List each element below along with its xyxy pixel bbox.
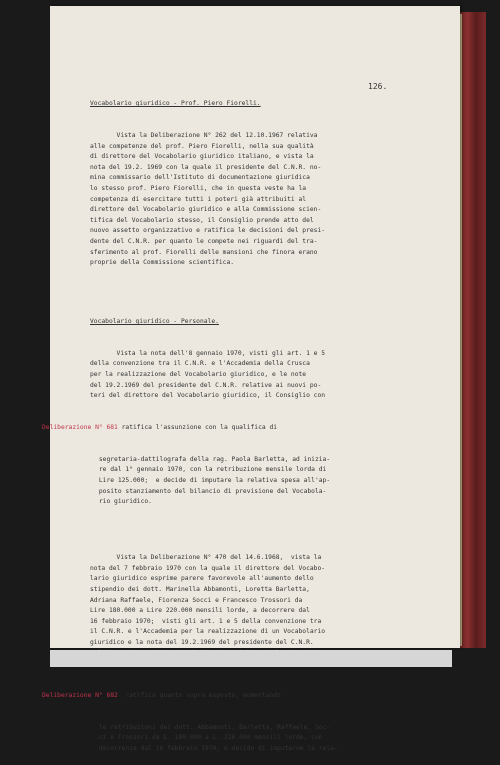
section-2b-line: segretaria-dattilografa della rag. Paola Barletta, ad inizia- xyxy=(42,455,331,463)
section-2a-line: per la realizzazione del Vocabolario giuridico, e le note xyxy=(90,371,307,379)
section-1-line: proprie della Commissione scientifica. xyxy=(90,259,235,267)
section-2b-line: Lire 125.000; e decide di imputare la relativa spesa all'ap- xyxy=(42,476,331,484)
section-2c-line: Vista la Deliberazione N° 470 del 14.6.1968, vista la xyxy=(90,554,322,562)
section-1-line: di direttore del Vocabolario giuridico italiano, e vista la xyxy=(90,153,314,161)
section-1-line: nota del 19.2. 1969 con la quale il presidente del C.N.R. no- xyxy=(90,163,322,171)
section-2c-line: il C.N.R. e l'Accademia per la realizzazione di un Vocabolario xyxy=(90,628,326,636)
section-2a-line: della convenzione tra il C.N.R. e l'Accademia della Crusca xyxy=(90,360,310,368)
section-2a-line: del 19.2.1969 del presidente del C.N.R. relative ai nuovi po- xyxy=(90,381,322,389)
section-2c-line: 16 febbraio 1970; visti gli art. 1 e 5 della convenzione tra xyxy=(90,617,322,625)
section-1-line: competenza di esercitare tutti i poteri già attribuiti al xyxy=(90,195,307,203)
section-2c-line: lario giuridico esprime parere favorevole all'aumento dello xyxy=(90,575,314,583)
section-1-line: sferimento al prof. Fiorelli delle mansioni che finora erano xyxy=(90,248,318,256)
section-heading-1: Vocabolario giuridico - Prof. Piero Fiorelli. xyxy=(90,100,261,108)
section-2-paragraph-4 xyxy=(42,723,432,755)
section-1-line: Vista la Deliberazione N° 262 del 12.10.1967 relativa xyxy=(90,131,318,139)
section-2d-line: le retribuzioni dei dott. Abbamonti, Barletta, Raffaele, Soc- xyxy=(42,723,331,731)
section-2c-line: giuridico e la nota del 19.2.1969 del presidente del C.N.R. xyxy=(90,638,314,646)
swatch-2 xyxy=(251,650,452,667)
section-2-paragraph-2 xyxy=(42,455,432,508)
section-1-line: nuovo assetto organizzativo e ratifica le decisioni del presi- xyxy=(90,227,326,235)
section-2a-line: teri del direttore del Vocabolario giuridico, il Consiglio con xyxy=(90,392,326,400)
section-2a-line: Vista la nota dell'8 gennaio 1970, visti gli art. 1 e 5 xyxy=(90,349,326,357)
section-2-paragraph-1 xyxy=(90,349,432,402)
section-1-line: tifica del Vocabolario stesso, il Consiglio prende atto del xyxy=(90,216,314,224)
deliberation-681-text: ratifica l'assunzione con la qualifica di xyxy=(117,424,278,431)
section-1-line: alle competenze del prof. Piero Fiorelli, nella sua qualità xyxy=(90,142,314,150)
section-2c-line: Lire 180.000 a Lire 220.000 mensili lorde, a decorrere dal xyxy=(90,607,310,615)
page-number: 126. xyxy=(368,82,388,91)
section-1-body xyxy=(90,131,432,269)
deliberation-681-label: Deliberazione N° 681 xyxy=(42,424,118,431)
section-1-line: lo stesso prof. Piero Fiorelli, che in questa veste ha la xyxy=(90,184,307,192)
swatch-1 xyxy=(50,650,251,667)
section-2b-line: re dal 1° gennaio 1970, con la retribuzione mensile lorda di xyxy=(42,466,327,474)
deliberation-682-text: ratifica quanto sopra esposto, aumentando xyxy=(117,691,281,699)
section-2c-line: nota del 7 febbraio 1970 con la quale il direttore del Vocabo- xyxy=(90,564,326,572)
section-2b-line: rio giuridico. xyxy=(42,498,152,506)
section-2d-line: decorrenza dal 16 febbraio 1970, e decide di imputarne la rela- xyxy=(42,744,338,752)
section-2d-line: ci e Trossori da L. 180.000 a L. 220.000 mensili lorde, con xyxy=(42,734,323,742)
section-1-line: direttore del Vocabolario giuridico e alla Commissione scien- xyxy=(90,206,322,214)
book-binding xyxy=(460,12,486,648)
section-2c-line: stipendio dei dott. Marinella Abbamonti, Loretta Barletta, xyxy=(90,585,310,593)
section-2c-line: Adriana Raffaele, Fiorenza Socci e Francesco Trossori da xyxy=(90,596,303,604)
section-1-line: mina commissario dell'Istituto di documentazione giuridica xyxy=(90,174,310,182)
deliberation-line-682 xyxy=(42,691,432,702)
section-2b-line: posito stanziamento del bilancio di previsione del Vocabola- xyxy=(42,487,327,495)
color-calibration-bar xyxy=(50,650,452,667)
deliberation-682-label: Deliberazione N° 682 xyxy=(42,691,118,699)
deliberation-line-681 xyxy=(42,423,432,434)
section-heading-2: Vocabolario giuridico - Personale. xyxy=(90,318,219,326)
section-1-line: dente del C.N.R. per quanto le compete nei riguardi del tra- xyxy=(90,237,318,245)
